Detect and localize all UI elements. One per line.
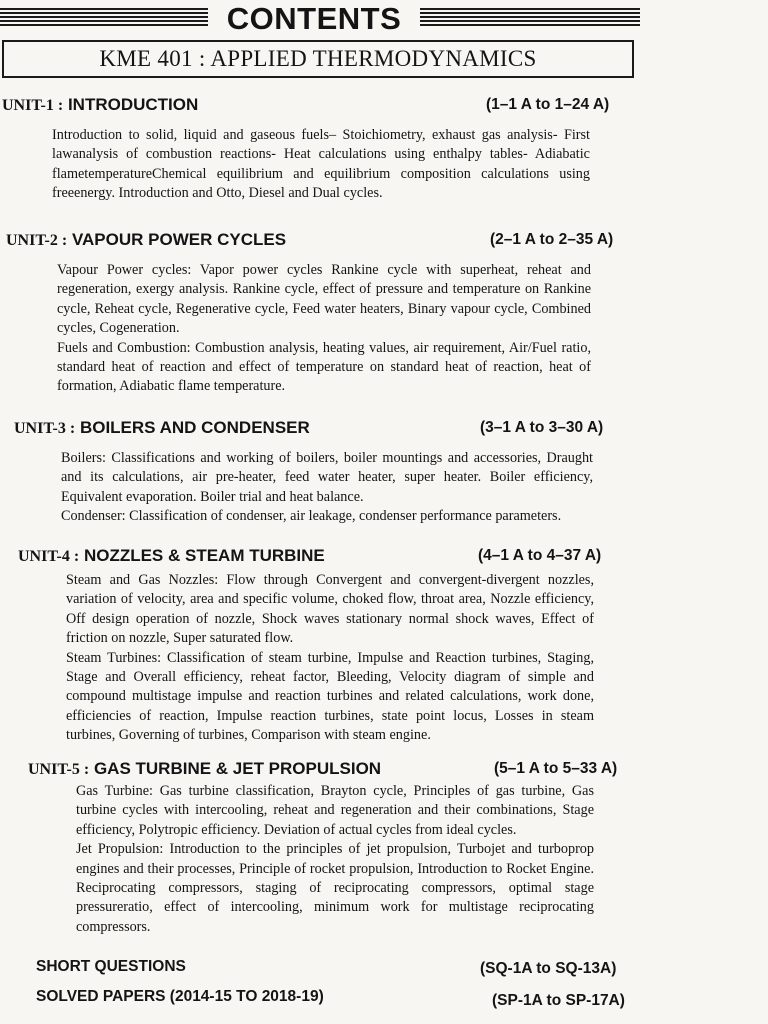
unit-page-range: (5–1 A to 5–33 A): [494, 760, 618, 777]
subject-title: KME 401 : APPLIED THERMODYNAMICS: [99, 46, 537, 71]
unit-title: NOZZLES & STEAM TURBINE: [83, 546, 325, 565]
unit-title: VAPOUR POWER CYCLES: [71, 230, 287, 249]
header-stripes-right: [420, 8, 640, 28]
unit-description: [52, 126, 590, 204]
unit-page-range: (4–1 A to 4–37 A): [478, 547, 602, 564]
unit-description: [76, 782, 594, 937]
unit-title: INTRODUCTION: [67, 95, 199, 114]
unit-heading: [28, 756, 381, 782]
unit-description: [61, 449, 593, 527]
unit-title: GAS TURBINE & JET PROPULSION: [93, 759, 382, 778]
unit-label: UNIT-2 :: [6, 232, 68, 249]
contents-title: CONTENTS: [226, 1, 402, 36]
unit-label: UNIT-5 :: [28, 761, 90, 778]
unit-heading: [14, 415, 310, 441]
unit-paragraph: Boilers: Classifications and working of boilers, boiler mountings and accessories, Draught and its calculations, air pre-heater, feed water heater, super heater. Boiler efficiency, Equivalent evaporation. Boiler trial and heat balance.: [61, 450, 593, 505]
unit-paragraph: Steam and Gas Nozzles: Flow through Convergent and convergent-divergent nozzles, variation of velocity, area and specific volume, choked flow, throat area, Nozzle efficiency, Off design operation of nozzle, Shock waves stationary normal shock waves, Effect of friction on nozzle, Super saturated flow.: [66, 572, 594, 647]
unit-heading: [2, 92, 198, 118]
short-questions-range: (SQ-1A to SQ-13A): [480, 960, 617, 977]
unit-label: UNIT-4 :: [18, 548, 80, 565]
short-questions-title: SHORT QUESTIONS: [36, 958, 186, 975]
header-stripes-left: [0, 8, 208, 28]
unit-description: [57, 261, 591, 397]
solved-papers-range: (SP-1A to SP-17A): [492, 992, 625, 1009]
unit-paragraph: Condenser: Classification of condenser, air leakage, condenser performance parameters.: [61, 508, 562, 525]
unit-paragraph: Vapour Power cycles: Vapor power cycles Rankine cycle with superheat, reheat and regeneration, exergy analysis. Rankine cycle, effect of pressure and temperature on Rankine cycle, Reheat cycle, Regenerative cycle, Feed water heaters, Binary vapour cycle, Combined cycles, Cogeneration.: [57, 262, 591, 337]
unit-paragraph: Steam Turbines: Classification of steam turbine, Impulse and Reaction turbines, Staging, Stage and Overall efficiency, reheat factor, Bleeding, Velocity diagram of simple and compound multistage impulse and reaction turbines and related calculations, work done, efficiencies of reaction, Impulse reaction turbines, state point locus, Losses in steam turbines, Governing of turbines, Comparison with steam engine.: [66, 649, 594, 744]
unit-label: UNIT-1 :: [2, 97, 64, 114]
unit-description: [66, 571, 594, 746]
unit-heading: [6, 227, 286, 253]
unit-label: UNIT-3 :: [14, 420, 76, 437]
solved-papers-title: SOLVED PAPERS (2014-15 TO 2018-19): [36, 988, 324, 1005]
unit-page-range: (1–1 A to 1–24 A): [486, 96, 610, 113]
subject-box: [2, 40, 634, 78]
contents-header: [0, 2, 640, 36]
unit-page-range: (2–1 A to 2–35 A): [490, 231, 614, 248]
unit-page-range: (3–1 A to 3–30 A): [480, 419, 604, 436]
unit-paragraph: Jet Propulsion: Introduction to the principles of jet propulsion, Turbojet and turboprop engines and their processes, Principle of rocket propulsion, Introduction to Rocket Engine. Reciprocating compressors, staging of reciprocating compressors, optimal stage pressureratio, effect of intercooling, minimum work for multistage reciprocating compressors.: [76, 841, 594, 935]
unit-heading: [18, 543, 325, 569]
unit-paragraph: Introduction to solid, liquid and gaseous fuels– Stoichiometry, exhaust gas analysis- First lawanalysis of combustion reactions- Heat calculations using enthalpy tables- Adiabatic flametemperatureChemical equilibrium and equilibrium composition calculations using freeenergy. Introduction and Otto, Diesel and Dual cycles.: [52, 127, 590, 202]
unit-title: BOILERS AND CONDENSER: [79, 418, 310, 437]
unit-paragraph: Fuels and Combustion: Combustion analysis, heating values, air requirement, Air/Fuel ratio, standard heat of reaction and effect of temperature on standard heat of reaction, heat of formation, Adiabatic flame temperature.: [57, 339, 591, 395]
unit-paragraph: Gas Turbine: Gas turbine classification, Brayton cycle, Principles of gas turbine, Gas turbine cycles with intercooling, reheat and regeneration and their combinations, Stage efficiency, Polytropic efficiency. Deviation of actual cycles from ideal cycles.: [76, 783, 594, 838]
